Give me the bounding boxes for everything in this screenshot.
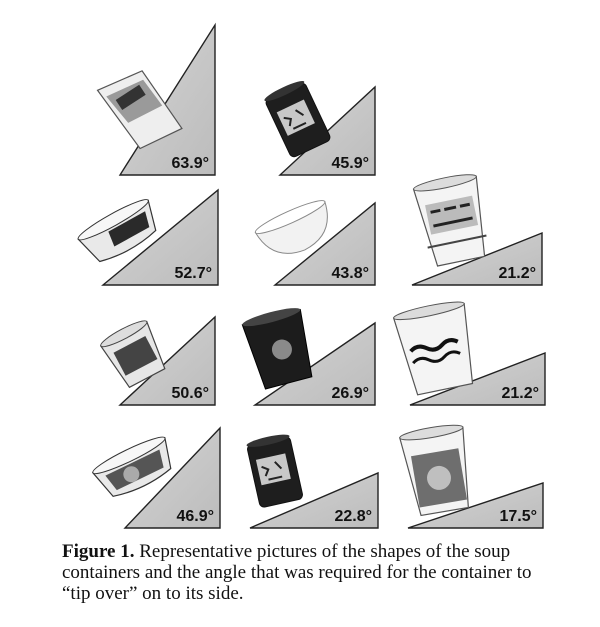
panel-10 (90, 428, 220, 528)
angle-label-8: 26.9° (331, 385, 369, 402)
panel-1 (97, 25, 215, 175)
panel-7 (98, 317, 215, 405)
panel-2 (263, 78, 375, 175)
caption-text: Representative pictures of the shapes of the soup containers and the angle that was required for the container to “tip over” on to its side. (62, 541, 532, 604)
panel-4 (75, 190, 218, 285)
panel-8 (241, 305, 375, 405)
angle-label-9: 21.2° (501, 385, 539, 402)
angle-label-5: 43.8° (331, 265, 369, 282)
container-photo-8 (241, 305, 318, 391)
container-photo-11 (246, 432, 304, 508)
panel-12 (399, 422, 543, 528)
angle-label-1: 63.9° (171, 155, 209, 172)
container-photo-6 (413, 171, 493, 267)
container-photo-9 (393, 299, 481, 397)
angle-label-7: 50.6° (171, 385, 209, 402)
panel-11 (246, 432, 378, 528)
panel-6 (412, 171, 542, 285)
angle-label-6: 21.2° (498, 265, 536, 282)
caption-label: Figure 1. (62, 541, 135, 562)
panel-5 (253, 196, 375, 285)
angle-label-4: 52.7° (174, 265, 212, 282)
panel-9 (393, 299, 545, 405)
angle-label-10: 46.9° (176, 508, 214, 525)
angle-label-2: 45.9° (331, 155, 369, 172)
container-photo-12 (399, 422, 476, 517)
angle-label-12: 17.5° (499, 508, 537, 525)
figure-caption (62, 541, 562, 604)
angle-label-11: 22.8° (334, 508, 372, 525)
